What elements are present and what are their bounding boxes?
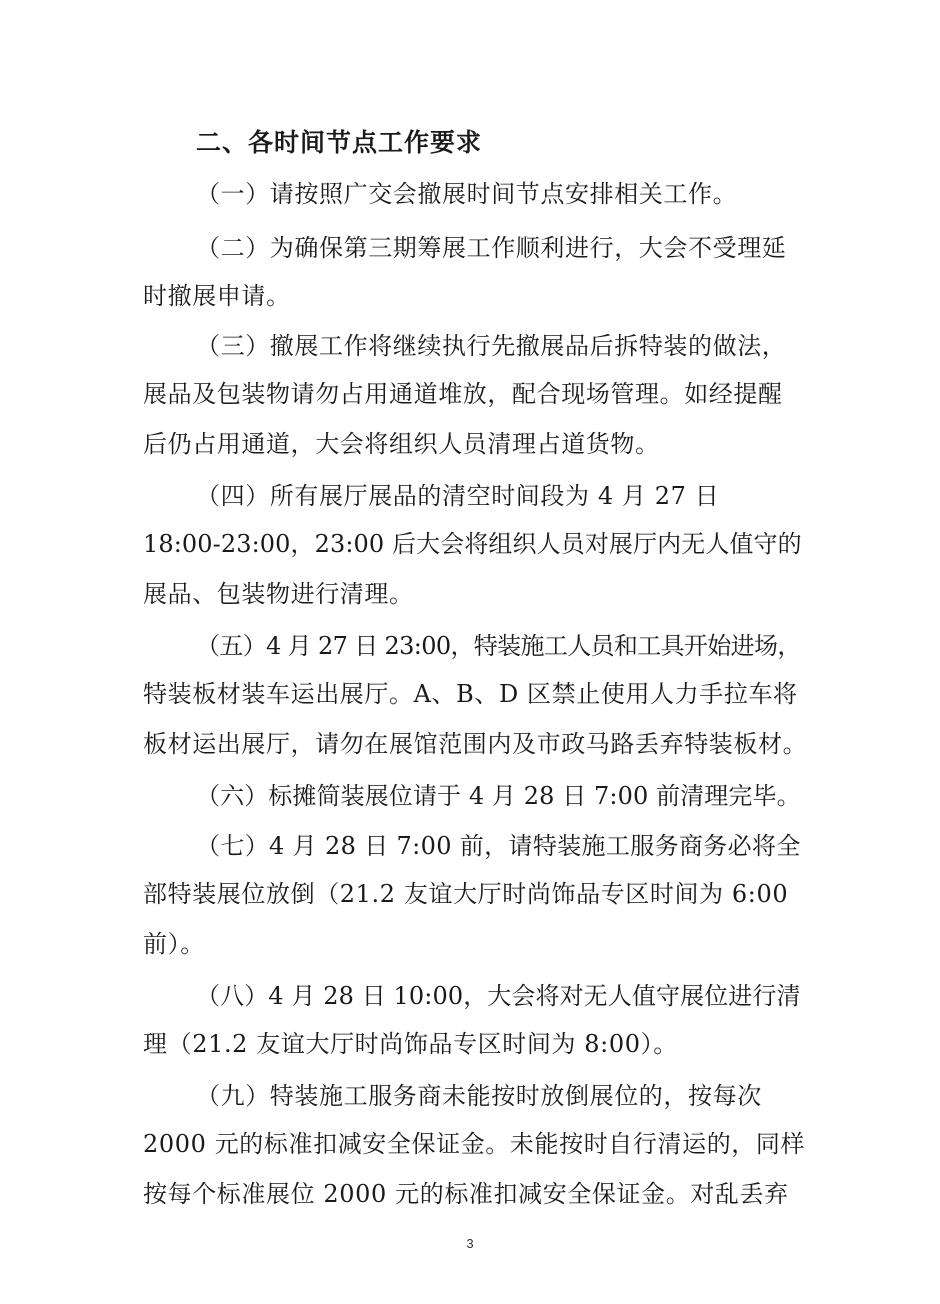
text-line: （八）4 月 28 日 10:00，大会将对无人值守展位进行清 [196, 982, 801, 1010]
text-line: （三）撤展工作将继续执行先撤展品后拆特装的做法， [196, 332, 787, 360]
text-line: （七）4 月 28 日 7:00 前，请特装施工服务商务必将全 [196, 832, 801, 860]
text-line: 后仍占用通道，大会将组织人员清理占道货物。 [143, 430, 660, 458]
text-line: 按每个标准展位 2000 元的标准扣减安全保证金。对乱丢弃 [143, 1180, 789, 1208]
text-line: （五）4 月 27 日 23:00，特装施工人员和工具开始进场， [196, 632, 801, 660]
text-line: 时撤展申请。 [143, 282, 291, 310]
text-line: （二）为确保第三期筹展工作顺利进行，大会不受理延 [196, 234, 787, 262]
text-line: （四）所有展厅展品的清空时间段为 4 月 27 日 [196, 482, 720, 510]
text-line: （一）请按照广交会撤展时间节点安排相关工作。 [196, 180, 738, 208]
text-line: 理（21.2 友谊大厅时尚饰品专区时间为 8:00）。 [143, 1030, 678, 1058]
text-line: 特装板材装车运出展厅。A、B、D 区禁止使用人力手拉车将 [143, 680, 798, 708]
text-line: 板材运出展厅，请勿在展馆范围内及市政马路丢弃特装板材。 [143, 730, 808, 758]
text-line: 展品、包装物进行清理。 [143, 580, 414, 608]
text-line: 18:00-23:00，23:00 后大会将组织人员对展厅内无人值守的 [143, 530, 802, 558]
text-line: 前）。 [143, 930, 205, 958]
text-line: 2000 元的标准扣减安全保证金。未能按时自行清运的，同样 [143, 1130, 806, 1158]
text-line: 展品及包装物请勿占用通道堆放，配合现场管理。如经提醒 [143, 380, 783, 408]
text-line: 部特装展位放倒（21.2 友谊大厅时尚饰品专区时间为 6:00 [143, 880, 789, 908]
text-line: （九）特装施工服务商未能按时放倒展位的，按每次 [196, 1082, 762, 1110]
page-number: 3 [466, 1236, 474, 1251]
section-heading: 二、各时间节点工作要求 [196, 128, 483, 157]
text-line: （六）标摊简装展位请于 4 月 28 日 7:00 前清理完毕。 [196, 782, 801, 810]
